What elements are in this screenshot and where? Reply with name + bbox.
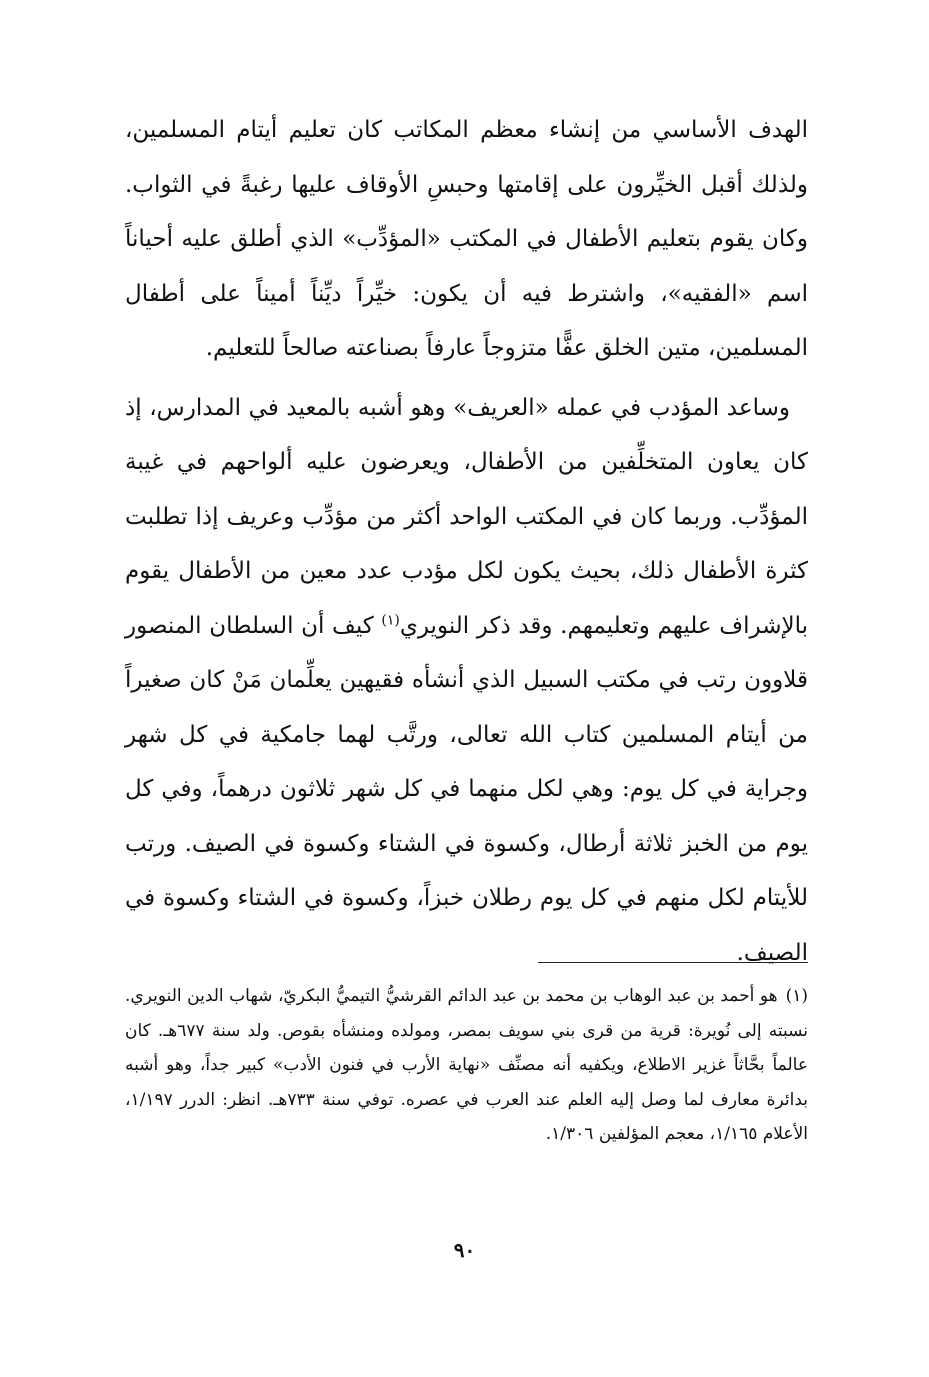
page-number: ٩٠ — [453, 1238, 476, 1262]
footnote-text: هو أحمد بن عبد الوهاب بن محمد بن عبد الدائم القرشيُّ التيميُّ البكريّ، شهاب الدين النويري. نسبته إلى نُويرة: قرية من قرى بني سويف بمصر، ومولده ومنشأه بقوص. ولد سنة ٦٧٧هـ. كان عالماً بحَّاثاً غزير الاطلاع، ويكفيه أنه مصنِّف «نهاية الأرب في فنون الأدب» كبير جداً، وهو أشبه بدائرة معارف لما وصل إليه العلم عند العرب في عصره. توفي سنة ٧٣٣هـ. انظر: الدرر ١/١٩٧، الأعلام ١/١٦٥، معجم المؤلفين ١/٣٠٦. — [125, 986, 809, 1144]
footnotes-section — [125, 979, 808, 1152]
paragraph-2 — [125, 381, 808, 981]
footnote-1 — [125, 979, 808, 1152]
footnote-reference-marker: (١) — [381, 611, 400, 628]
main-text-body — [125, 103, 808, 980]
paragraph-2-text-before: وساعد المؤدب في عمله «العريف» وهو أشبه بالمعيد في المدارس، إذ كان يعاون المتخلِّفين من الأطفال، ويعرضون عليه ألواحهم في غيبة المؤدِّب. وربما كان في المكتب الواحد أكثر من مؤدِّب وعريف إذا تطلبت كثرة الأطفال ذلك، بحيث يكون لكل مؤدب عدد معين من الأطفال يقوم بالإشراف عليهم وتعليمهم. وقد ذكر النويري — [125, 394, 808, 639]
footnote-separator-line — [538, 962, 808, 963]
paragraph-2-text-after: كيف أن السلطان المنصور قلاوون رتب في مكتب السبيل الذي أنشأه فقيهين يعلِّمان مَنْ كان صغيراً من أيتام المسلمين كتاب الله تعالى، ورتَّب لهما جامكية في كل شهر وجراية في كل يوم: وهي لكل منهما في كل شهر ثلاثون درهماً، وفي كل يوم من الخبز ثلاثة أرطال، وكسوة في الشتاء وكسوة في الصيف. ورتب للأيتام لكل منهم في كل يوم رطلان خبزاً، وكسوة في الشتاء وكسوة في الصيف. — [125, 612, 809, 966]
footnote-label: (١) — [785, 986, 808, 1006]
paragraph-1: الهدف الأساسي من إنشاء معظم المكاتب كان تعليم أيتام المسلمين، ولذلك أقبل الخيِّرون على إقامتها وحبسِ الأوقاف عليها رغبةً في الثواب. وكان يقوم بتعليم الأطفال في المكتب «المؤدِّب» الذي أطلق عليه أحياناً اسم «الفقيه»، واشترط فيه أن يكون: خيِّراً ديِّناً أميناً على أطفال المسلمين، متين الخلق عفًّا متزوجاً عارفاً بصناعته صالحاً للتعليم. — [125, 117, 808, 361]
